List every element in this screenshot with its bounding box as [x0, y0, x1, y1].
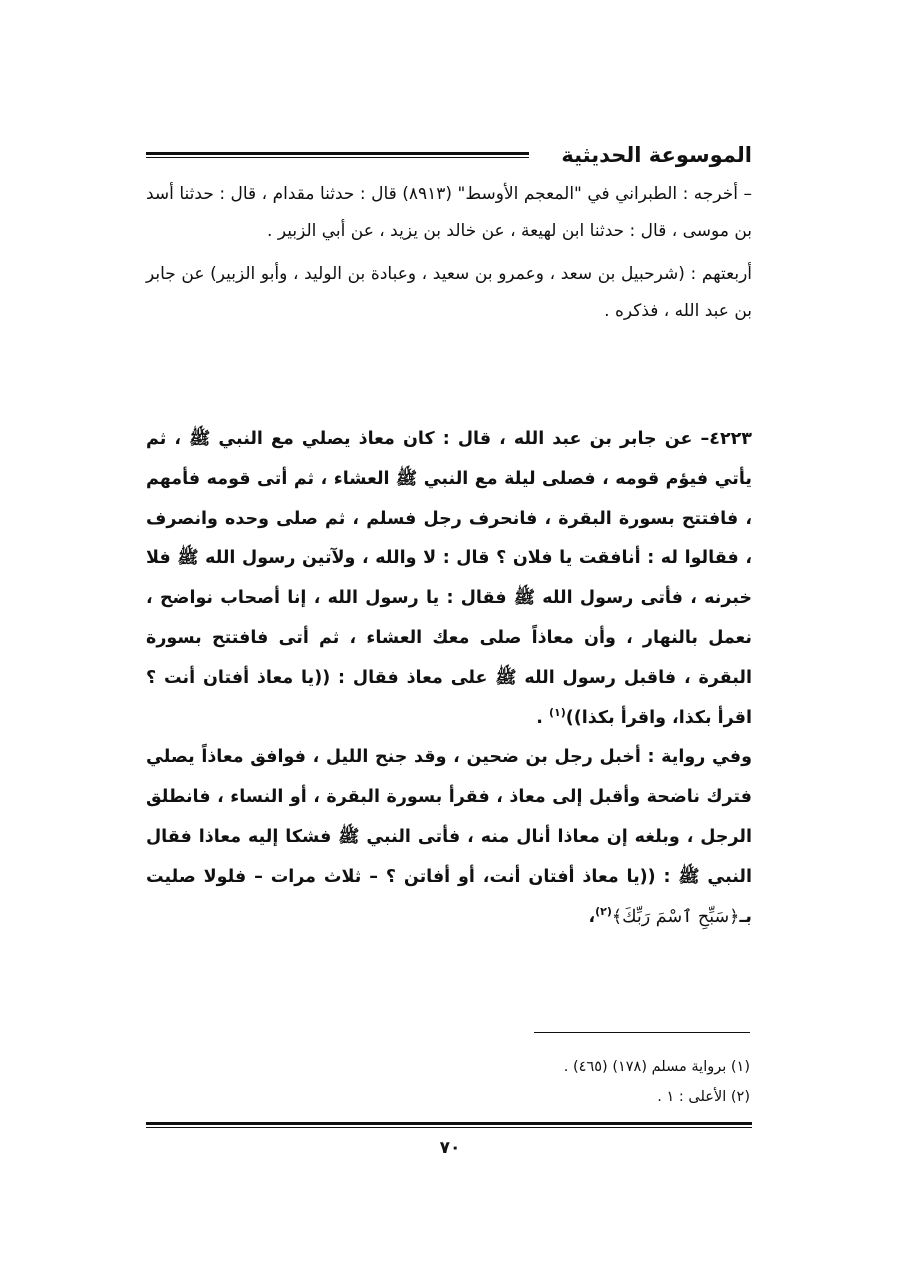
hadith-main-text: ٤٢٢٣– عن جابر بن عبد الله ، قال : كان معاذ يصلي مع النبي ﷺ ، ثم يأتي فيؤم قومه ، فصلى ليلة مع النبي ﷺ العشاء ، ثم أتى قومه فأمهم ، فافتتح بسورة البقرة ، فانحرف رجل فسلم ، ثم صلى وحده وانصرف ، فقالوا له : أنافقت يا فلان ؟ قال : لا والله ، ولآتين رسول الله ﷺ فلا خبرنه ، فأتى رسول الله ﷺ فقال : يا رسول الله ، إنا أصحاب نواضح ، نعمل بالنهار ، وأن معاذاً صلى معك العشاء ، ثم أتى فافتتح بسورة البقرة ، فاقبل رسول الله ﷺ على معاذ فقال : ((يا معاذ أفتان أنت ؟ اقرأ بكذا، واقرأ بكذا)): [146, 429, 752, 728]
header-rule-left: [146, 152, 529, 158]
bottom-rule: [146, 1122, 752, 1128]
hadith-variant-end: ،: [588, 906, 596, 927]
source-paragraph-2: أربعتهم : (شرحبيل بن سعد ، وعمرو بن سعيد ، وعبادة بن الوليد ، وأبو الزبير) عن جابر بن عبد الله ، فذكره .: [146, 264, 752, 321]
quran-reference: ﴿سَبِّحِ ٱسْمَ رَبِّكَ﴾: [611, 906, 740, 927]
hadith-variant-text: وفي رواية : أخبل رجل بن ضحين ، وقد جنح الليل ، فوافق معاذاً يصلي فترك ناضحة وأقبل إلى معاذ ، فقرأ بسورة البقرة ، أو النساء ، فانطلق الرجل ، وبلغه إن معاذا أنال منه ، فأتى النبي ﷺ فشكا إليه معاذا فقال النبي ﷺ : ((يا معاذ أفتان أنت، أو أفاتن ؟ – ثلاث مرات – فلولا صليت بـ: [146, 747, 752, 927]
hadith-main: [146, 420, 752, 738]
source-paragraph-1: – أخرجه : الطبراني في "المعجم الأوسط" (٨٩١٣) قال : حدثنا مقدام ، قال : حدثنا أسد بن موسى ، قال : حدثنا ابن لهيعة ، عن خالد بن يزيد ، عن أبي الزبير .: [146, 184, 752, 241]
page-number: ٧٠: [439, 1138, 461, 1158]
hadith-variant: [146, 738, 752, 937]
footnote-1: (١) برواية مسلم (١٧٨) (٤٦٥) .: [563, 1059, 750, 1075]
footnotes: [400, 1052, 750, 1112]
footnote-separator: [534, 1032, 750, 1033]
footnote-2: (٢) الأعلى : ١ .: [657, 1089, 750, 1105]
header-title: الموسوعة الحديثية: [549, 140, 752, 170]
footnote-ref-2: (٢): [595, 904, 612, 918]
hadith-entry: [146, 420, 752, 937]
hadith-main-end: .: [536, 707, 550, 728]
running-header: [146, 140, 752, 170]
footnote-ref-1: (١): [549, 705, 566, 719]
source-citation: [146, 176, 752, 330]
